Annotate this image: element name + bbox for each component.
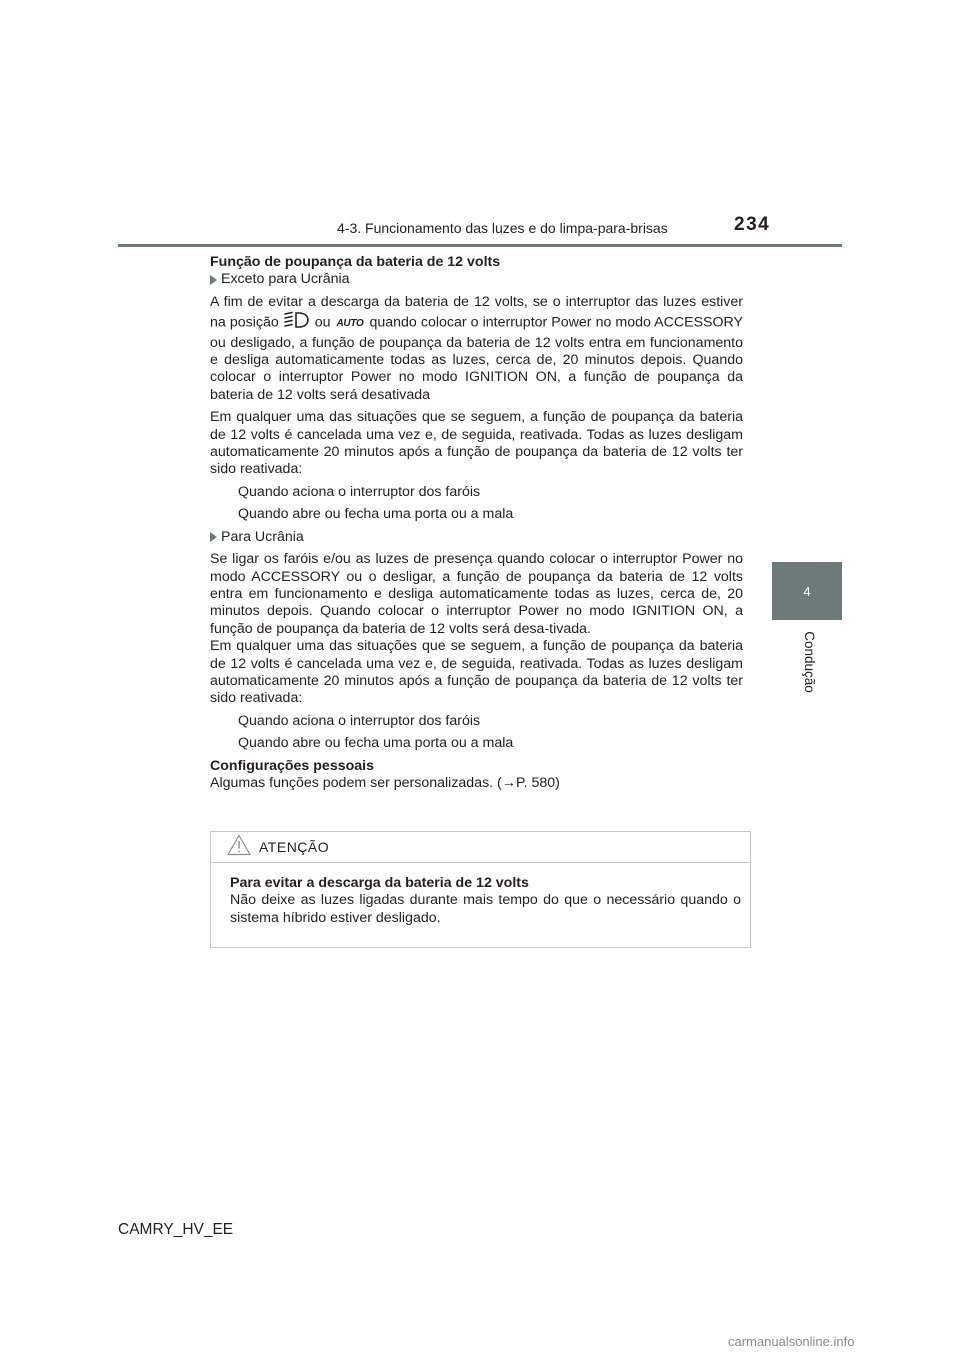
chapter-number: 4 xyxy=(803,583,811,599)
paragraph: Em qualquer uma das situações que se seguem, a função de poupança da bateria de 12 volts é cancelada uma vez e, de seguida, reativada. Todas as luzes desligam automaticamente 20 minutos após a função de poupança da bateria de 12 volts ter sido reativada: xyxy=(210,638,743,707)
page-number: 234 xyxy=(734,214,771,235)
warning-box xyxy=(210,831,751,948)
settings-text: Algumas funções podem ser personalizadas. (→P. 580) xyxy=(210,774,560,791)
list-item: Quando abre ou fecha uma porta ou a mala xyxy=(238,506,514,523)
list-item: Quando aciona o interruptor dos faróis xyxy=(238,712,481,729)
bullet-except-ukraine xyxy=(210,271,743,288)
warning-header xyxy=(211,832,750,863)
warning-text: Não deixe as luzes ligadas durante mais tempo do que o necessário quando o sistema híbrido estiver desligado. xyxy=(230,892,741,926)
bullet-ukraine xyxy=(210,529,743,546)
arrow-right-icon: → xyxy=(501,774,516,791)
paragraph: Em qualquer uma das situações que se seguem, a função de poupança da bateria de 12 volts é cancelada uma vez e, de seguida, reativada. Todas as luzes desligam automaticamente 20 minutos após a função de poupança da bateria de 12 volts ter sido reativada: xyxy=(210,409,743,478)
warning-heading: Para evitar a descarga da bateria de 12 volts xyxy=(230,875,529,891)
triangle-bullet-icon xyxy=(210,275,217,285)
warning-triangle-icon xyxy=(227,834,251,861)
headlight-icon xyxy=(284,311,310,334)
watermark: carmanualsonline.info xyxy=(728,1334,855,1349)
list-item: Quando abre ou fecha uma porta ou a mala xyxy=(238,735,514,752)
paragraph: Se ligar os faróis e/ou as luzes de presença quando colocar o interruptor Power no modo ACCESSORY ou o desligar, a função de poupança da bateria de 12 volts entra em funcionamento e desliga automaticamente todas as luzes, cerca de, 20 minutos depois. Quando colocar o interruptor Power no modo IGNITION ON, a função de poupança da bateria de 12 volts será desa-tivada. xyxy=(210,551,743,637)
page-reference-link[interactable]: P. 580) xyxy=(515,774,560,791)
bullet-label: Exceto para Ucrânia xyxy=(221,271,350,288)
chapter-label: Condução xyxy=(802,631,817,693)
auto-icon: AUTO xyxy=(336,317,364,329)
main-content xyxy=(210,254,743,792)
model-code: CAMRY_HV_EE xyxy=(118,1221,234,1238)
warning-body xyxy=(211,863,750,927)
triangle-bullet-icon xyxy=(210,532,217,542)
paragraph: A fim de evitar a descarga da bateria de 12 volts, se o interruptor das luzes estiver na posição ou AUTO quando colocar o interruptor Power no modo ACCESSORY ou desligado, a função de poupança da bateria de 12 volts entra em funcionamento e desliga automaticamente todas as luzes, cerca de, 20 minutos depois. Quando colocar o interruptor Power no modo IGNITION ON, a função de poupança da bateria de 12 volts será desativada xyxy=(210,293,743,403)
warning-label: ATENÇÃO xyxy=(259,839,330,855)
bullet-label: Para Ucrânia xyxy=(221,528,304,545)
section-title: 4-3. Funcionamento das luzes e do limpa-para-brisas xyxy=(337,220,668,236)
list-item: Quando aciona o interruptor dos faróis xyxy=(238,483,481,500)
battery-saver-heading: Função de poupança da bateria de 12 volts xyxy=(210,254,501,270)
header-divider xyxy=(118,244,842,247)
personal-settings-heading: Configurações pessoais xyxy=(210,757,374,774)
